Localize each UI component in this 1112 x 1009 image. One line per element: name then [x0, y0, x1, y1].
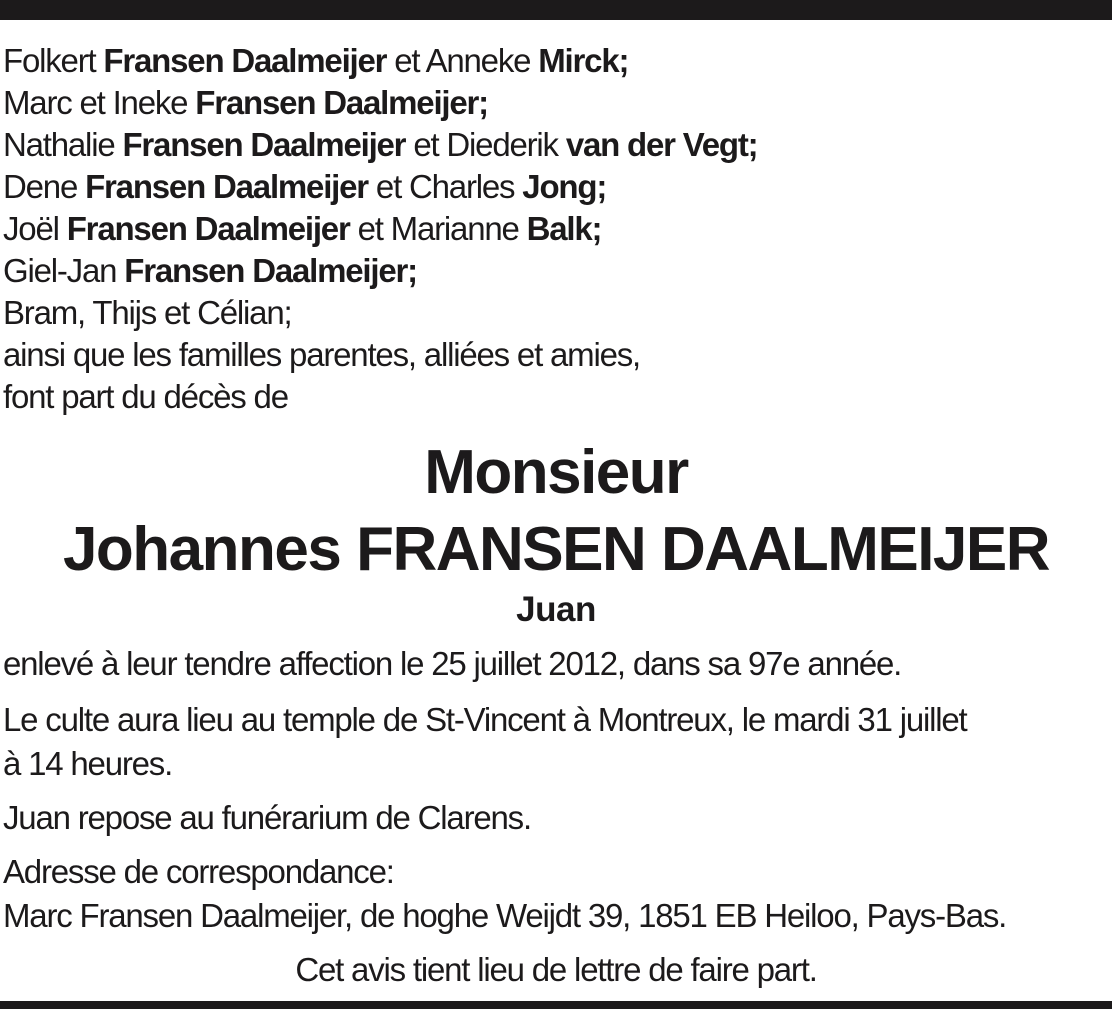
surname: Fransen Daalmeijer: [66, 210, 350, 247]
grandchildren-line: Bram, Thijs et Célian;: [3, 294, 292, 331]
family-line: [3, 124, 1103, 166]
partner-given-name: Anneke: [425, 42, 531, 79]
surname: Fransen Daalmeijer: [103, 42, 387, 79]
conjunction: et: [394, 42, 420, 79]
partner-given-name: Marianne: [390, 210, 519, 247]
surname: Fransen Daalmeijer: [122, 126, 406, 163]
given-name: Joël: [3, 210, 59, 247]
given-name: Nathalie: [3, 126, 115, 163]
service-line-1: Le culte aura lieu au temple de St-Vincent à Montreux, le mardi 31 juillet: [3, 701, 967, 738]
bottom-border-rule: [0, 1001, 1112, 1009]
partner-surname: Balk;: [526, 210, 602, 247]
partner-surname: Mirck;: [538, 42, 629, 79]
surname: Fransen Daalmeijer;: [195, 84, 488, 121]
repose-statement: Juan repose au funérarium de Clarens.: [3, 799, 531, 836]
address-label: Adresse de correspondance:: [3, 853, 394, 890]
partner-surname: Jong;: [522, 168, 607, 205]
family-line: [3, 40, 1103, 82]
relatives-line: ainsi que les familles parentes, alliées et amies,: [3, 336, 641, 373]
top-border-rule: [0, 0, 1112, 20]
announcement-line: font part du décès de: [3, 378, 288, 415]
partner-given-name: Diederik: [446, 126, 558, 163]
given-name: Giel-Jan: [3, 252, 117, 289]
conjunction: et: [375, 168, 402, 205]
correspondence-address: Marc Fransen Daalmeijer, de hoghe Weijdt 39, 1851 EB Heiloo, Pays-Bas.: [3, 897, 1007, 934]
deceased-name-heading: Johannes FRANSEN DAALMEIJER: [62, 515, 1050, 584]
surname: Fransen Daalmeijer: [85, 168, 368, 205]
passing-statement: enlevé à leur tendre affection le 25 juillet 2012, dans sa 97e année.: [3, 645, 902, 682]
given-name: Folkert: [3, 42, 96, 79]
family-line: [3, 166, 1103, 208]
given-name: Marc et Ineke: [3, 84, 188, 121]
given-name: Dene: [3, 168, 78, 205]
partner-surname: van der Vegt;: [565, 126, 758, 163]
honorific-heading: Monsieur: [424, 438, 688, 507]
service-line-2: à 14 heures.: [3, 745, 173, 782]
conjunction: et: [413, 126, 439, 163]
partner-given-name: Charles: [409, 168, 515, 205]
deceased-nickname: Juan: [516, 590, 596, 629]
family-line: [3, 82, 1103, 124]
family-line: [3, 208, 1103, 250]
surname: Fransen Daalmeijer;: [124, 252, 417, 289]
family-line: [3, 250, 1103, 292]
conjunction: et: [357, 210, 383, 247]
family-list: [3, 40, 1103, 418]
closing-note: Cet avis tient lieu de lettre de faire part.: [295, 951, 817, 988]
